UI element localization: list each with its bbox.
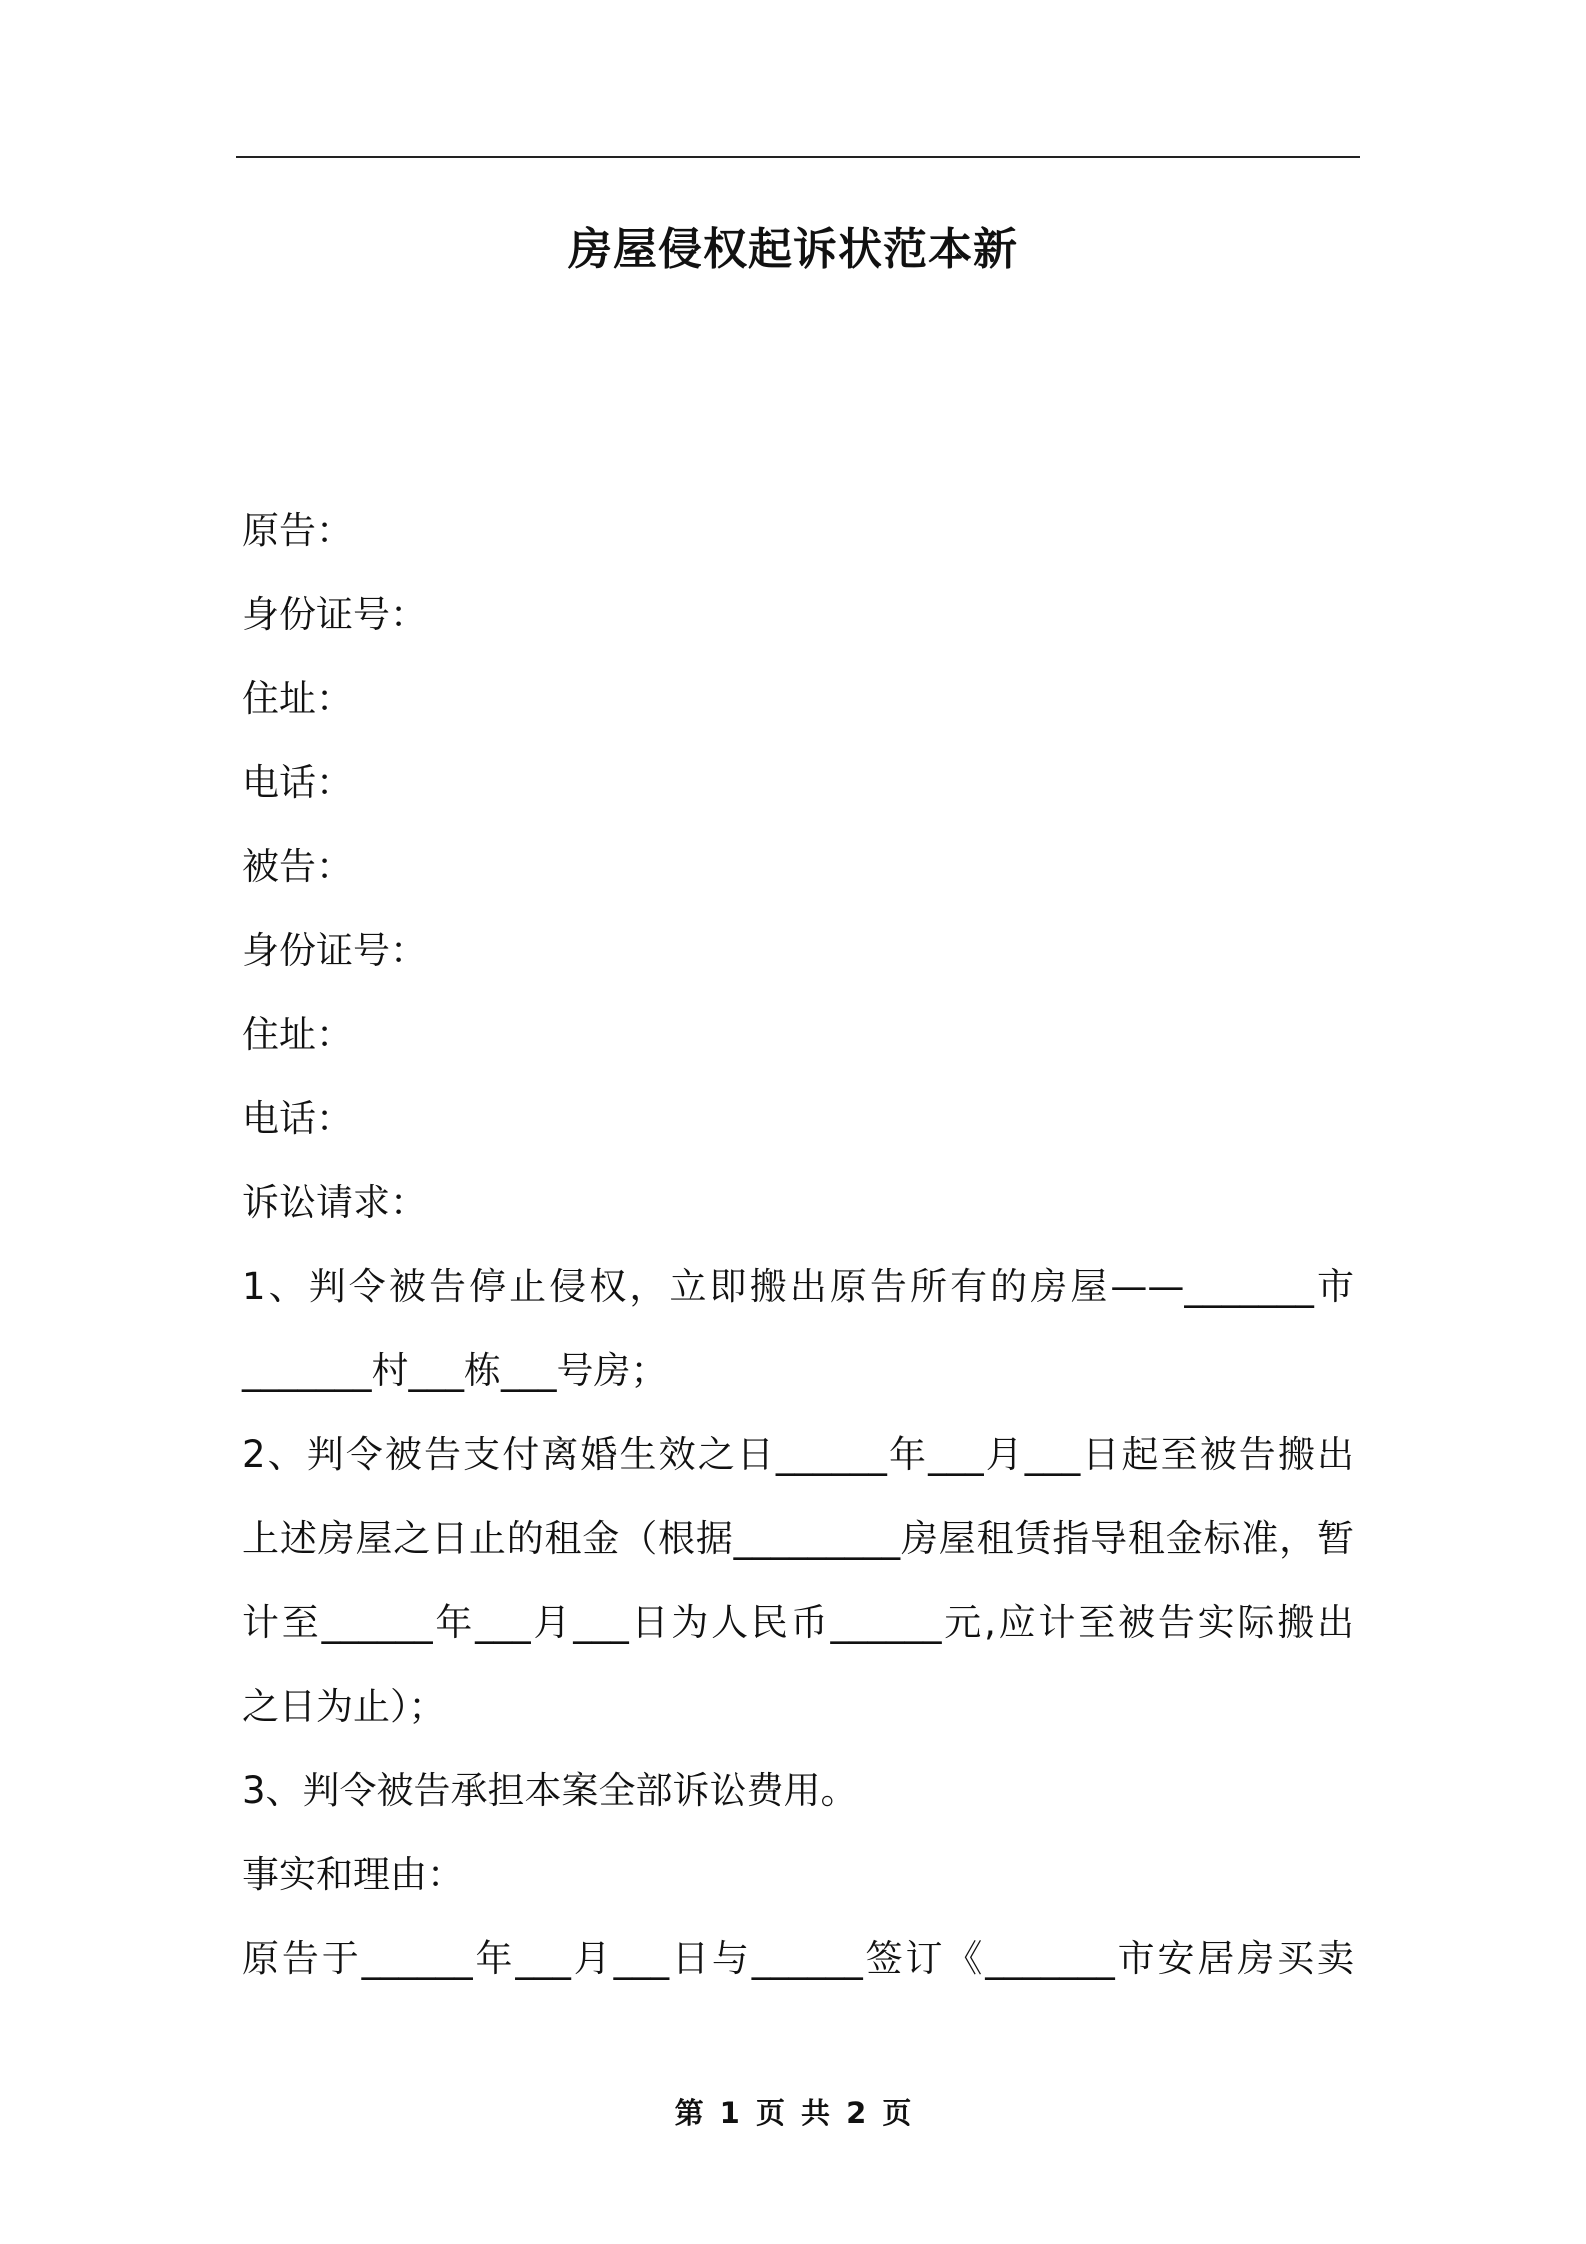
header-rule: [236, 156, 1360, 158]
claim-2-line-1: 2、判令被告支付离婚生效之日______年___月___日起至被告搬出: [242, 1433, 1354, 1476]
claim-1-line-2: _______村___栋___号房；: [242, 1349, 668, 1392]
defendant-phone-label: 电话：: [242, 1097, 353, 1140]
defendant-label: 被告：: [242, 845, 353, 888]
claim-2-line-4: 之日为止）；: [242, 1685, 446, 1728]
claims-heading: 诉讼请求：: [242, 1181, 427, 1224]
claim-1-line-1: 1、判令被告停止侵权，立即搬出原告所有的房屋——_______市: [242, 1265, 1354, 1308]
claim-3: 3、判令被告承担本案全部诉讼费用。: [242, 1769, 858, 1812]
page-number-footer: 第 1 页 共 2 页: [674, 2096, 912, 2130]
defendant-address-label: 住址：: [242, 1013, 353, 1056]
claim-2-line-2: 上述房屋之日止的租金（根据_________房屋租赁指导租金标准，暂: [242, 1517, 1354, 1560]
plaintiff-id-label: 身份证号：: [242, 593, 427, 636]
document-title: 房屋侵权起诉状范本新: [568, 224, 1018, 275]
plaintiff-phone-label: 电话：: [242, 761, 353, 804]
plaintiff-address-label: 住址：: [242, 677, 353, 720]
defendant-id-label: 身份证号：: [242, 929, 427, 972]
facts-line-1: 原告于______年___月___日与______签订《_______市安居房买卖: [242, 1937, 1354, 1980]
facts-heading: 事实和理由：: [242, 1853, 464, 1896]
plaintiff-label: 原告：: [242, 509, 353, 552]
document-body: [242, 489, 1354, 2001]
claim-2-line-3: 计至______年___月___日为人民币______元,应计至被告实际搬出: [242, 1601, 1354, 1644]
